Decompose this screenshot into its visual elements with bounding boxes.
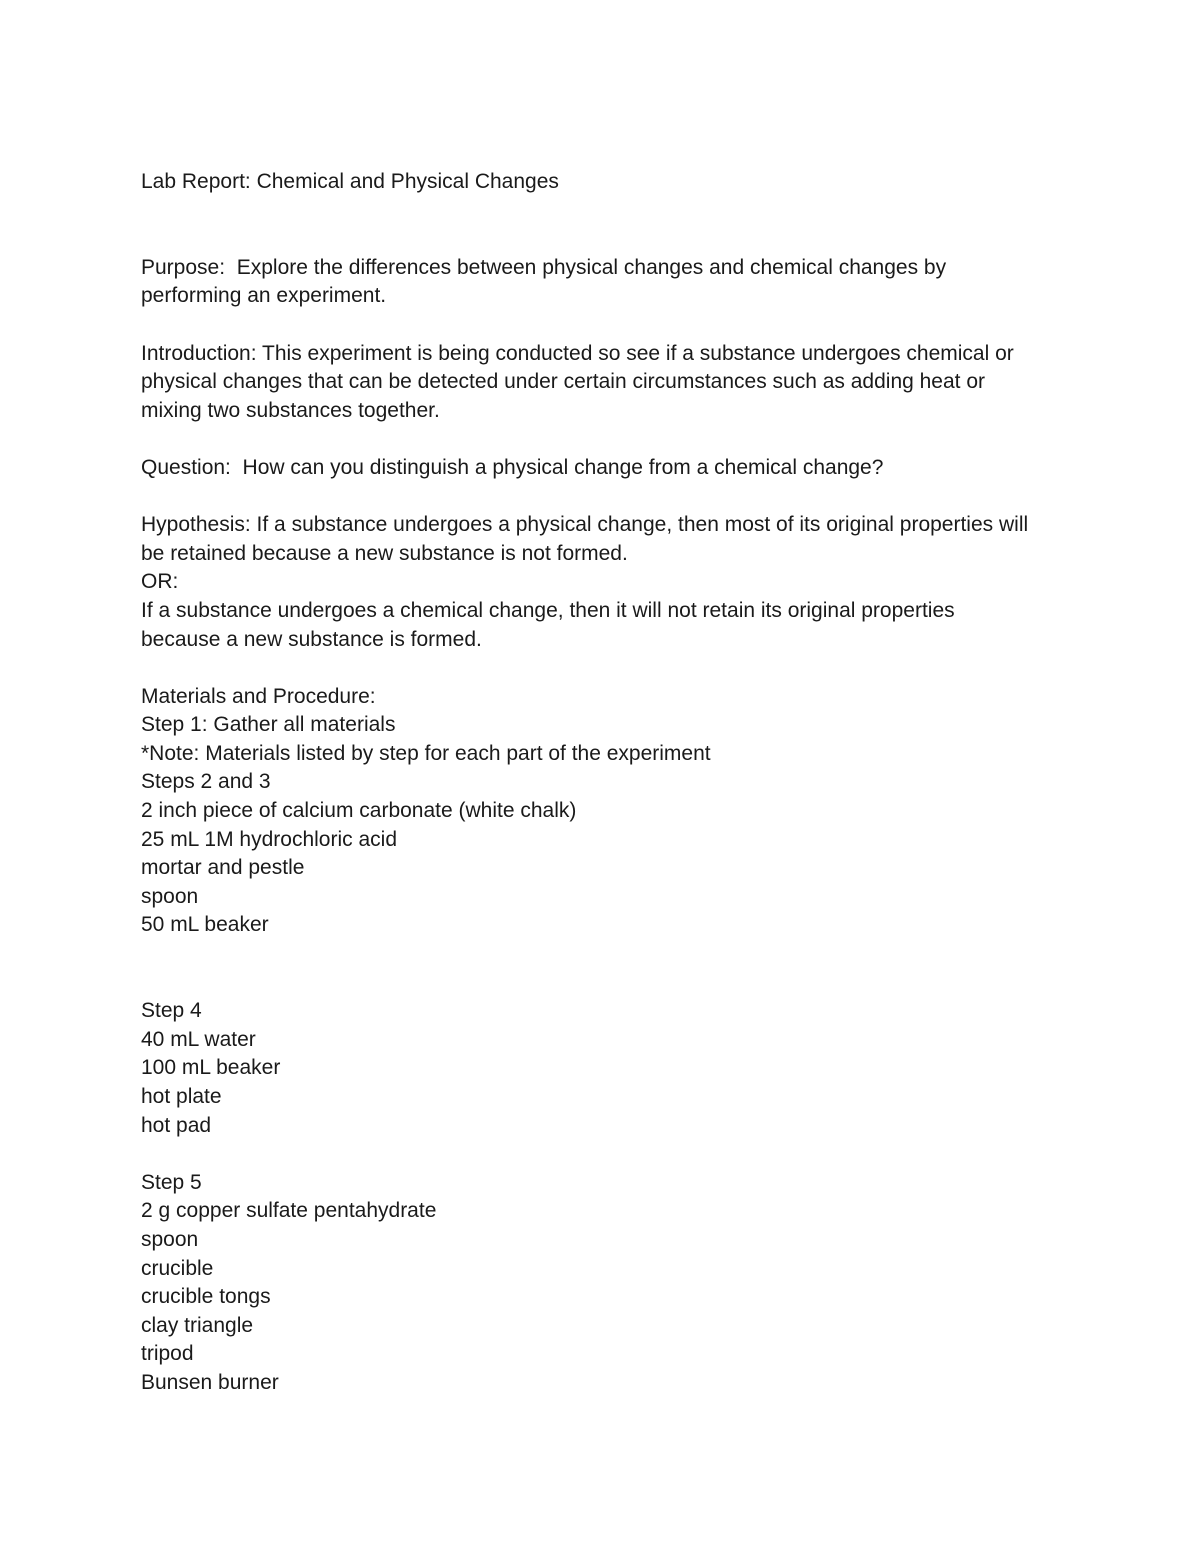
introduction-line: Introduction: This experiment is being conducted so see if a substance undergoes chemical or xyxy=(141,341,1014,365)
purpose-line: performing an experiment. xyxy=(141,284,387,308)
purpose-line: Purpose: Explore the differences between physical changes and chemical changes by xyxy=(141,255,947,279)
list-item: hot pad xyxy=(141,1113,212,1137)
list-item: 100 mL beaker xyxy=(141,1056,281,1080)
introduction-line: physical changes that can be detected under certain circumstances such as adding heat or xyxy=(141,370,986,394)
spacer xyxy=(141,940,1071,997)
list-item: crucible tongs xyxy=(141,1285,271,1309)
materials-heading: Materials and Procedure: xyxy=(141,684,376,708)
question-line: Question: How can you distinguish a physical change from a chemical change? xyxy=(141,455,884,479)
materials-section xyxy=(141,683,1071,1398)
step5-group xyxy=(141,1169,1071,1398)
spacer xyxy=(141,483,1071,512)
hypothesis-line: Hypothesis: If a substance undergoes a physical change, then most of its original properties will xyxy=(141,513,1029,537)
step-heading: Step 5 xyxy=(141,1170,202,1194)
purpose-section xyxy=(141,254,1071,311)
hypothesis-line: because a new substance is formed. xyxy=(141,627,482,651)
spacer xyxy=(141,425,1071,454)
spacer xyxy=(141,1140,1071,1169)
document-title: Lab Report: Chemical and Physical Changes xyxy=(141,170,559,193)
spacer xyxy=(141,311,1071,340)
materials-step1: Step 1: Gather all materials xyxy=(141,713,396,737)
list-item: crucible xyxy=(141,1256,214,1280)
hypothesis-line: If a substance undergoes a chemical change, then it will not retain its original properties xyxy=(141,598,955,622)
step-heading: Steps 2 and 3 xyxy=(141,770,271,794)
list-item: clay triangle xyxy=(141,1313,254,1337)
introduction-section xyxy=(141,340,1071,426)
list-item: 50 mL beaker xyxy=(141,913,269,937)
list-item: spoon xyxy=(141,1227,199,1251)
introduction-line: mixing two substances together. xyxy=(141,398,440,422)
list-item: 40 mL water xyxy=(141,1027,256,1051)
list-item: spoon xyxy=(141,884,199,908)
spacer xyxy=(141,197,1071,254)
materials-note: *Note: Materials listed by step for each part of the experiment xyxy=(141,741,711,765)
list-item: 25 mL 1M hydrochloric acid xyxy=(141,827,397,851)
step4-group xyxy=(141,997,1071,1140)
hypothesis-or: OR: xyxy=(141,570,179,594)
document-body xyxy=(141,168,1071,1398)
hypothesis-section xyxy=(141,511,1071,654)
list-item: 2 inch piece of calcium carbonate (white chalk) xyxy=(141,799,577,823)
steps23-group xyxy=(141,768,1071,940)
list-item: hot plate xyxy=(141,1085,222,1108)
list-item: Bunsen burner xyxy=(141,1370,279,1394)
step-heading: Step 4 xyxy=(141,999,202,1023)
list-item: 2 g copper sulfate pentahydrate xyxy=(141,1199,437,1223)
list-item: mortar and pestle xyxy=(141,856,305,880)
hypothesis-line: be retained because a new substance is not formed. xyxy=(141,541,628,565)
list-item: tripod xyxy=(141,1342,194,1366)
spacer xyxy=(141,654,1071,683)
